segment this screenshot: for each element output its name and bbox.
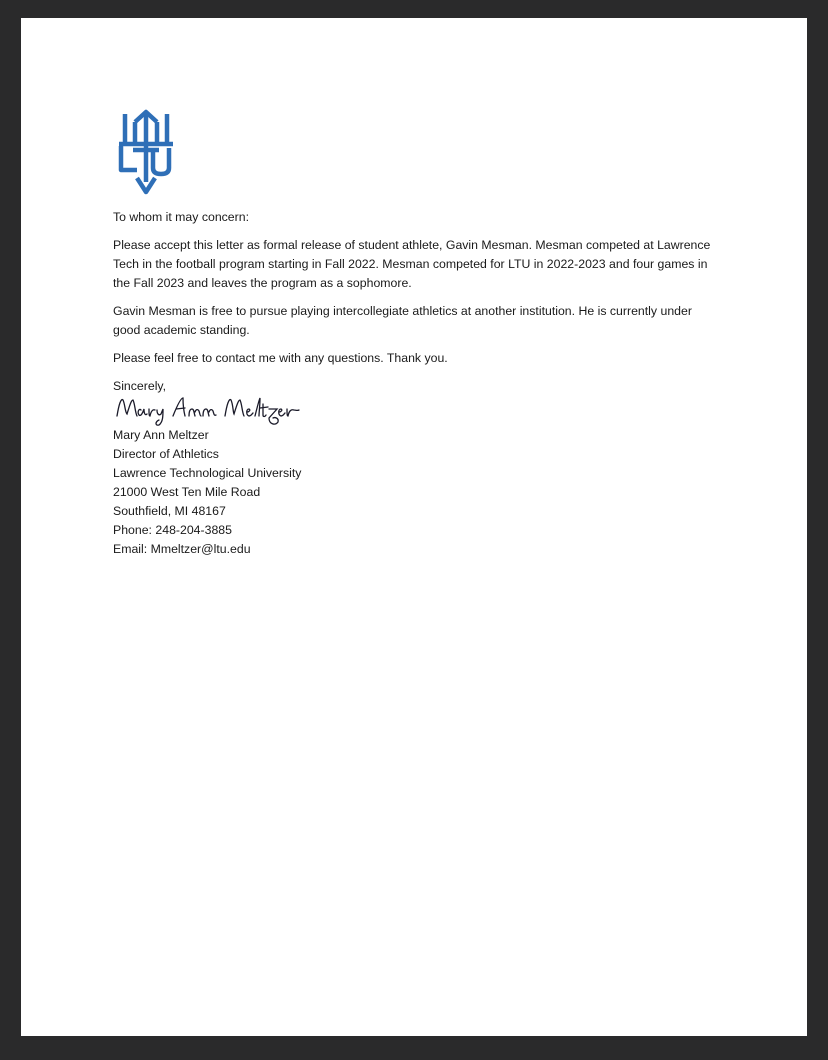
address-line-1: 21000 West Ten Mile Road <box>113 485 261 499</box>
paragraph-release: Please accept this letter as formal release of student athlete, Gavin Mesman. Mesman competed at Lawrence Tech in the football program starting in Fall 2022. Mesman competed for LTU in 2022-2023 and four games in the Fall 2023 and leaves the program as a sophomore. <box>113 238 711 290</box>
ltu-logo <box>113 108 179 196</box>
paragraph-contact: Please feel free to contact me with any questions. Thank you. <box>113 351 448 365</box>
signer-title: Director of Athletics <box>113 447 219 461</box>
letter-page <box>21 18 807 1036</box>
closing: Sincerely, <box>113 379 167 393</box>
salutation: To whom it may concern: <box>113 210 249 224</box>
address-line-2: Southfield, MI 48167 <box>113 504 226 518</box>
letter-body <box>113 208 713 559</box>
email: Email: Mmeltzer@ltu.edu <box>113 542 251 556</box>
signer-name: Mary Ann Meltzer <box>113 428 209 442</box>
phone: Phone: 248-204-3885 <box>113 523 232 537</box>
paragraph-eligibility: Gavin Mesman is free to pursue playing intercollegiate athletics at another institution. He is currently under good academic standing. <box>113 304 692 337</box>
signer-organization: Lawrence Technological University <box>113 466 302 480</box>
